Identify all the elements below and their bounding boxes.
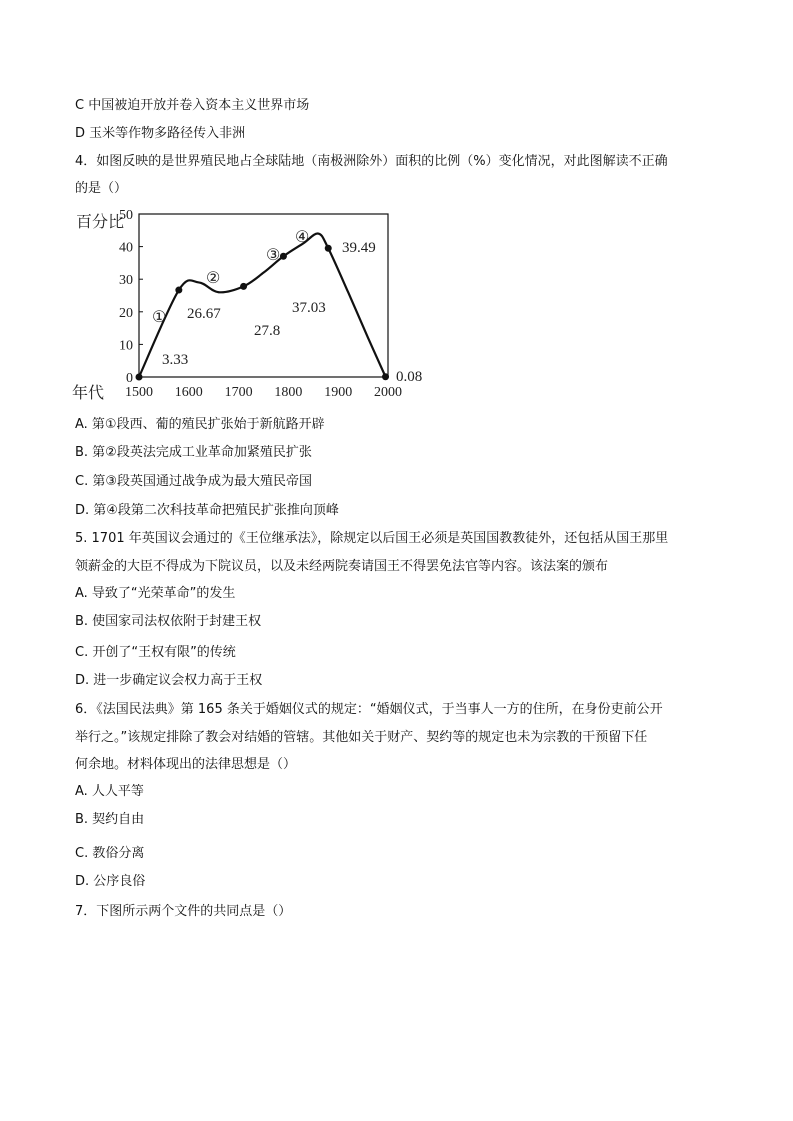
q4-option-d: D. 第④段第二次科技革命把殖民扩张推向顶峰 <box>75 503 339 518</box>
x-tick-label: 1800 <box>274 385 303 400</box>
q5-stem-line1: 5. 1701 年英国议会通过的《王位继承法》，除规定以后国王必须是英国国教教徒外，还包括从国王那里 <box>75 531 669 546</box>
q5-option-d: D. 进一步确定议会权力高于王权 <box>75 673 263 688</box>
segment-marker-4: ④ <box>295 229 310 246</box>
segment-marker-3: ③ <box>266 247 281 264</box>
x-tick-label: 1900 <box>324 385 353 400</box>
q6-option-c: C. 教俗分离 <box>75 846 145 861</box>
data-point <box>175 287 182 294</box>
data-point <box>136 374 143 381</box>
data-point <box>280 253 287 260</box>
q6-stem-line3: 何余地。材料体现出的法律思想是（） <box>75 757 297 772</box>
y-tick-label: 40 <box>119 240 133 256</box>
q4-stem-line1: 4．如图反映的是世界殖民地占全球陆地（南极洲除外）面积的比例（%）变化情况，对此图解读不正确 <box>75 154 668 169</box>
data-label-1790: 37.03 <box>292 300 326 316</box>
y-tick-label: 50 <box>119 208 133 223</box>
q4-option-c: C. 第③段英国通过战争成为最大殖民帝国 <box>75 474 312 489</box>
q4-option-b: B. 第②段英法完成工业革命加紧殖民扩张 <box>75 445 312 460</box>
option-c-prev: C 中国被迫开放并卷入资本主义世界市场 <box>75 98 310 113</box>
data-label-1710: 27.8 <box>254 323 281 339</box>
x-tick-label: 1700 <box>224 385 253 400</box>
data-point <box>325 245 332 252</box>
q6-stem-line1: 6．《法国民法典》第 165 条关于婚姻仪式的规定：“婚姻仪式，于当事人一方的住所，在身份吏前公开 <box>75 702 663 717</box>
y-tick-label: 0 <box>126 371 133 386</box>
q5-option-c: C. 开创了“王权有限”的传统 <box>75 645 236 660</box>
segment-marker-2: ② <box>206 270 221 287</box>
data-point <box>240 283 247 290</box>
q6-stem-line2: 举行之。”该规定排除了教会对结婚的管辖。其他如关于财产、契约等的规定也未为宗教的干预留下任 <box>75 730 648 745</box>
segment-marker-1: ① <box>152 309 167 326</box>
chart-ticks <box>119 208 402 400</box>
option-d-prev: D 玉米等作物多路径传入非洲 <box>75 126 246 141</box>
data-point <box>382 373 389 380</box>
x-tick-label: 1500 <box>125 385 153 400</box>
data-label-3-33: 3.33 <box>162 352 189 368</box>
q5-stem-line2: 领薪金的大臣不得成为下院议员，以及未经两院奏请国王不得罢免法官等内容。该法案的颁布 <box>75 559 609 574</box>
colony-area-line-chart <box>70 208 440 406</box>
x-tick-label: 1600 <box>174 385 203 400</box>
y-axis-title: 百分比 <box>76 212 125 231</box>
y-tick-label: 10 <box>119 338 133 354</box>
x-tick-label: 2000 <box>374 385 402 400</box>
data-label-2000: 0.08 <box>396 369 423 385</box>
q5-option-a: A. 导致了“光荣革命”的发生 <box>75 586 236 601</box>
q6-option-b: B. 契约自由 <box>75 812 145 827</box>
q4-option-a: A. 第①段西、葡的殖民扩张始于新航路开辟 <box>75 417 325 432</box>
q6-option-a: A. 人人平等 <box>75 784 144 799</box>
y-tick-label: 20 <box>119 305 133 321</box>
y-tick-label: 30 <box>119 273 133 289</box>
q4-stem-line2: 的是（） <box>75 181 128 196</box>
data-label-1880: 39.49 <box>342 240 376 256</box>
x-axis-title: 年代 <box>72 383 105 402</box>
q5-option-b: B. 使国家司法权依附于封建王权 <box>75 614 262 629</box>
data-label-1580: 26.67 <box>187 306 221 322</box>
q6-option-d: D. 公序良俗 <box>75 874 146 889</box>
q7-stem: 7．下图所示两个文件的共同点是（） <box>75 904 292 919</box>
